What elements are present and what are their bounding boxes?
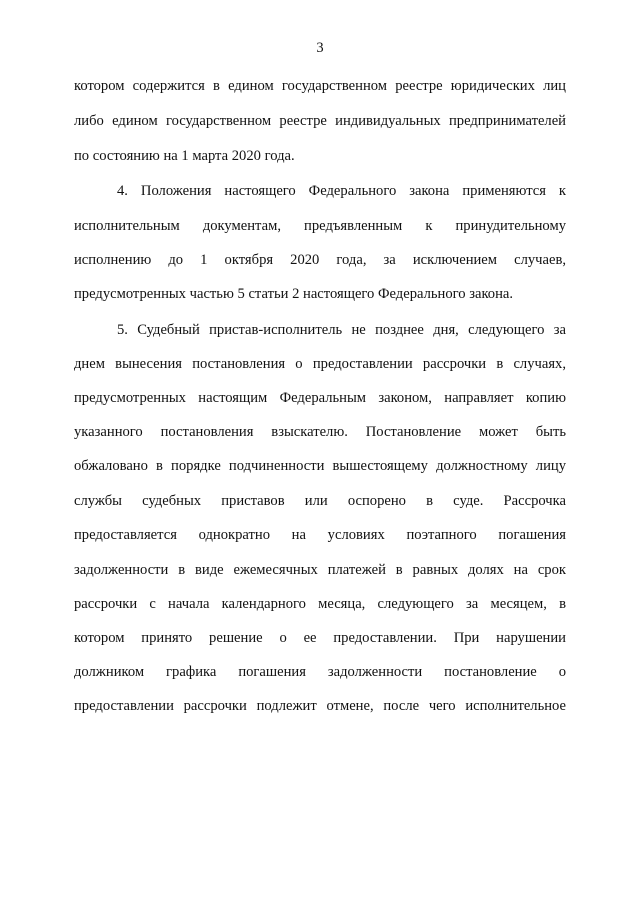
paragraph-5-line-7: предоставляется однократно на условиях поэтапного погашения [74,527,566,543]
paragraph-5-line-9: рассрочки с начала календарного месяца, следующего за месяцем, в [74,596,566,612]
paragraph-5-line-6: службы судебных приставов или оспорено в суде. Рассрочка [74,493,566,509]
paragraph-5-line-2: днем вынесения постановления о предоставлении рассрочки в случаях, [74,356,566,372]
paragraph-5-line-8: задолженности в виде ежемесячных платежей в равных долях на срок [74,562,566,578]
paragraph-4-line-4: предусмотренных частью 5 статьи 2 настоящего Федерального закона. [74,286,514,302]
paragraph-5-line-5: обжаловано в порядке подчиненности вышестоящему должностному лицу [74,458,566,474]
paragraph-5-line-10: котором принято решение о ее предоставлении. При нарушении [74,630,566,646]
paragraph-5-line-1: 5. Судебный пристав-исполнитель не позднее дня, следующего за [117,322,566,338]
paragraph-1-line-3: по состоянию на 1 марта 2020 года. [74,148,295,164]
paragraph-5-line-12: предоставлении рассрочки подлежит отмене, после чего исполнительное [74,698,566,714]
paragraph-4-line-3: исполнению до 1 октября 2020 года, за исключением случаев, [74,252,566,268]
paragraph-1-line-1: котором содержится в едином государственном реестре юридических лиц [74,78,566,94]
paragraph-4-line-1: 4. Положения настоящего Федерального закона применяются к [117,183,566,199]
paragraph-5-line-4: указанного постановления взыскателю. Постановление может быть [74,424,566,440]
paragraph-4-line-2: исполнительным документам, предъявленным к принудительному [74,218,566,234]
paragraph-5-line-11: должником графика погашения задолженности постановление о [74,664,566,680]
page-number: 3 [316,40,324,56]
paragraph-5-line-3: предусмотренных настоящим Федеральным законом, направляет копию [74,390,566,406]
paragraph-1-line-2: либо едином государственном реестре индивидуальных предпринимателей [74,113,566,129]
